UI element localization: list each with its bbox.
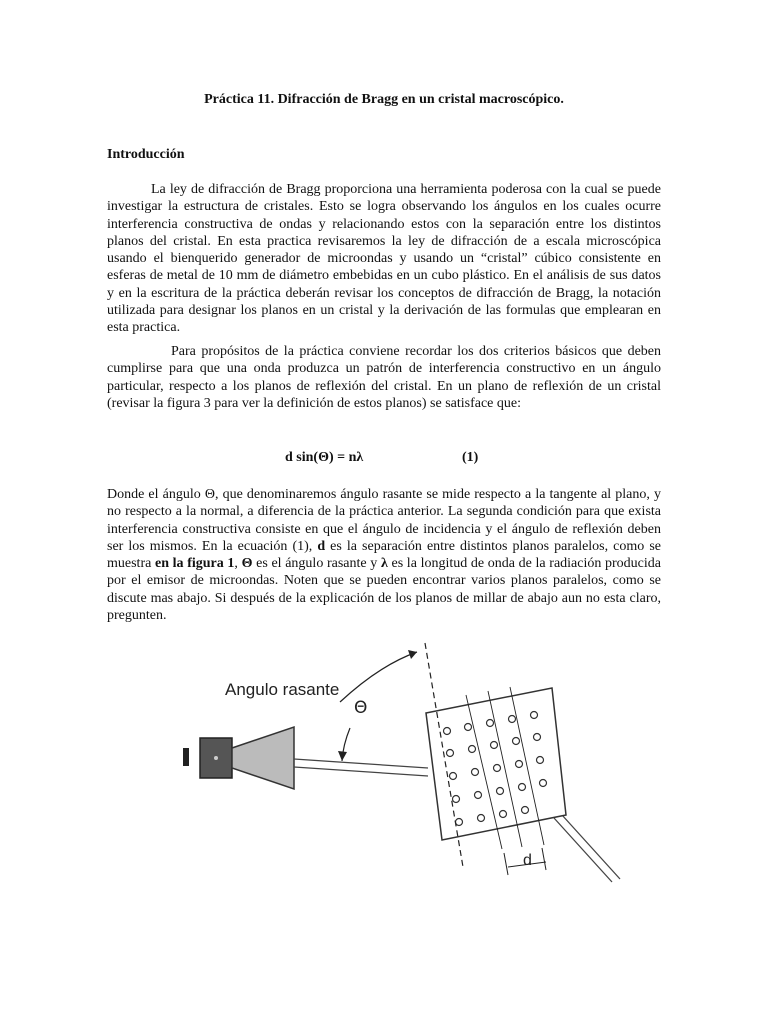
- paragraph-2-text: Para propósitos de la práctica conviene recordar los dos criterios básicos que deben cumplirse para que una onda produzca un patrón de interferencia constructivo en un ángulo particular, respecto a los planos de reflexión del cristal. En un plano de reflexión de un cristal (revisar la figura 3 para ver la definición de estos planos) se satisface que:: [107, 344, 661, 411]
- symbol-d: d: [317, 538, 326, 554]
- angle-label: Angulo rasante: [225, 680, 340, 699]
- section-heading-introduccion: Introducción: [107, 147, 185, 162]
- bragg-diagram: [170, 635, 630, 890]
- paragraph-3: [107, 486, 661, 624]
- incident-beam: [294, 759, 428, 776]
- crystal-cube: [426, 688, 566, 840]
- paragraph-3-text-b: es la separación entre distintos planos paralelos, como se muestra: [107, 538, 662, 572]
- angle-arrows: [338, 650, 417, 761]
- theta-label: Θ: [354, 698, 368, 718]
- bragg-diagram-figure: [170, 635, 630, 890]
- paragraph-1: [107, 181, 661, 337]
- equation-number: (1): [462, 450, 479, 465]
- paragraph-2: [107, 343, 661, 412]
- paragraph-1-text: La ley de difracción de Bragg proporciona una herramienta poderosa con la cual se puede investigar la estructura de cristales. Esto se logra observando los ángulos en los cuales ocurre interferencia constructiva de ondas y relacionando estos con la separación entre los distintos planos del cristal. En esta practica revisaremos la ley de difracción de a escala microscópica usando el bienquerido generador de microondas y usando un “cristal” cúbico consistente en esferas de metal de 10 mm de diámetro embebidas en un cubo plástico. En el análisis de sus datos y en la escritura de la práctica deberán revisar los conceptos de difracción de Bragg, la notación utilizada para designar los planos en un cristal y la derivación de las formulas que emplearan en esta practica.: [107, 182, 661, 336]
- outgoing-beam: [554, 815, 620, 882]
- paragraph-3-text-f: es la longitud de onda de la radiación producida por el emisor de microondas. Noten que se pueden encontrar varios planos paralelos, como se discute mas abajo. Si después de la explicación de los planos de millar de abajo aun no esta claro, pregunten.: [107, 556, 661, 624]
- bragg-equation: d sin(Θ) = nλ: [285, 450, 364, 465]
- paragraph-3-text-a: Donde el ángulo Θ, que denominaremos ángulo rasante se mide respecto a la tangente al plano, y no respecto a la normal, a diferencia de la práctica anterior. La segunda condición para que exista interferencia constructiva consiste en que el ángulo de incidencia y el ángulo de reflexión deben ser los mismos. En la ecuación (1),: [107, 487, 661, 554]
- paragraph-3-text-e: es el ángulo rasante y: [252, 556, 381, 572]
- document-title: Práctica 11. Difracción de Bragg en un cristal macroscópico.: [204, 92, 564, 107]
- symbol-theta: Θ: [241, 556, 253, 572]
- microwave-emitter: [183, 727, 294, 789]
- spacing-label: d: [523, 852, 532, 869]
- paragraph-3-text-c: ,: [234, 556, 242, 572]
- symbol-lambda: λ: [380, 556, 388, 572]
- figure-reference: en la figura 1: [154, 556, 235, 572]
